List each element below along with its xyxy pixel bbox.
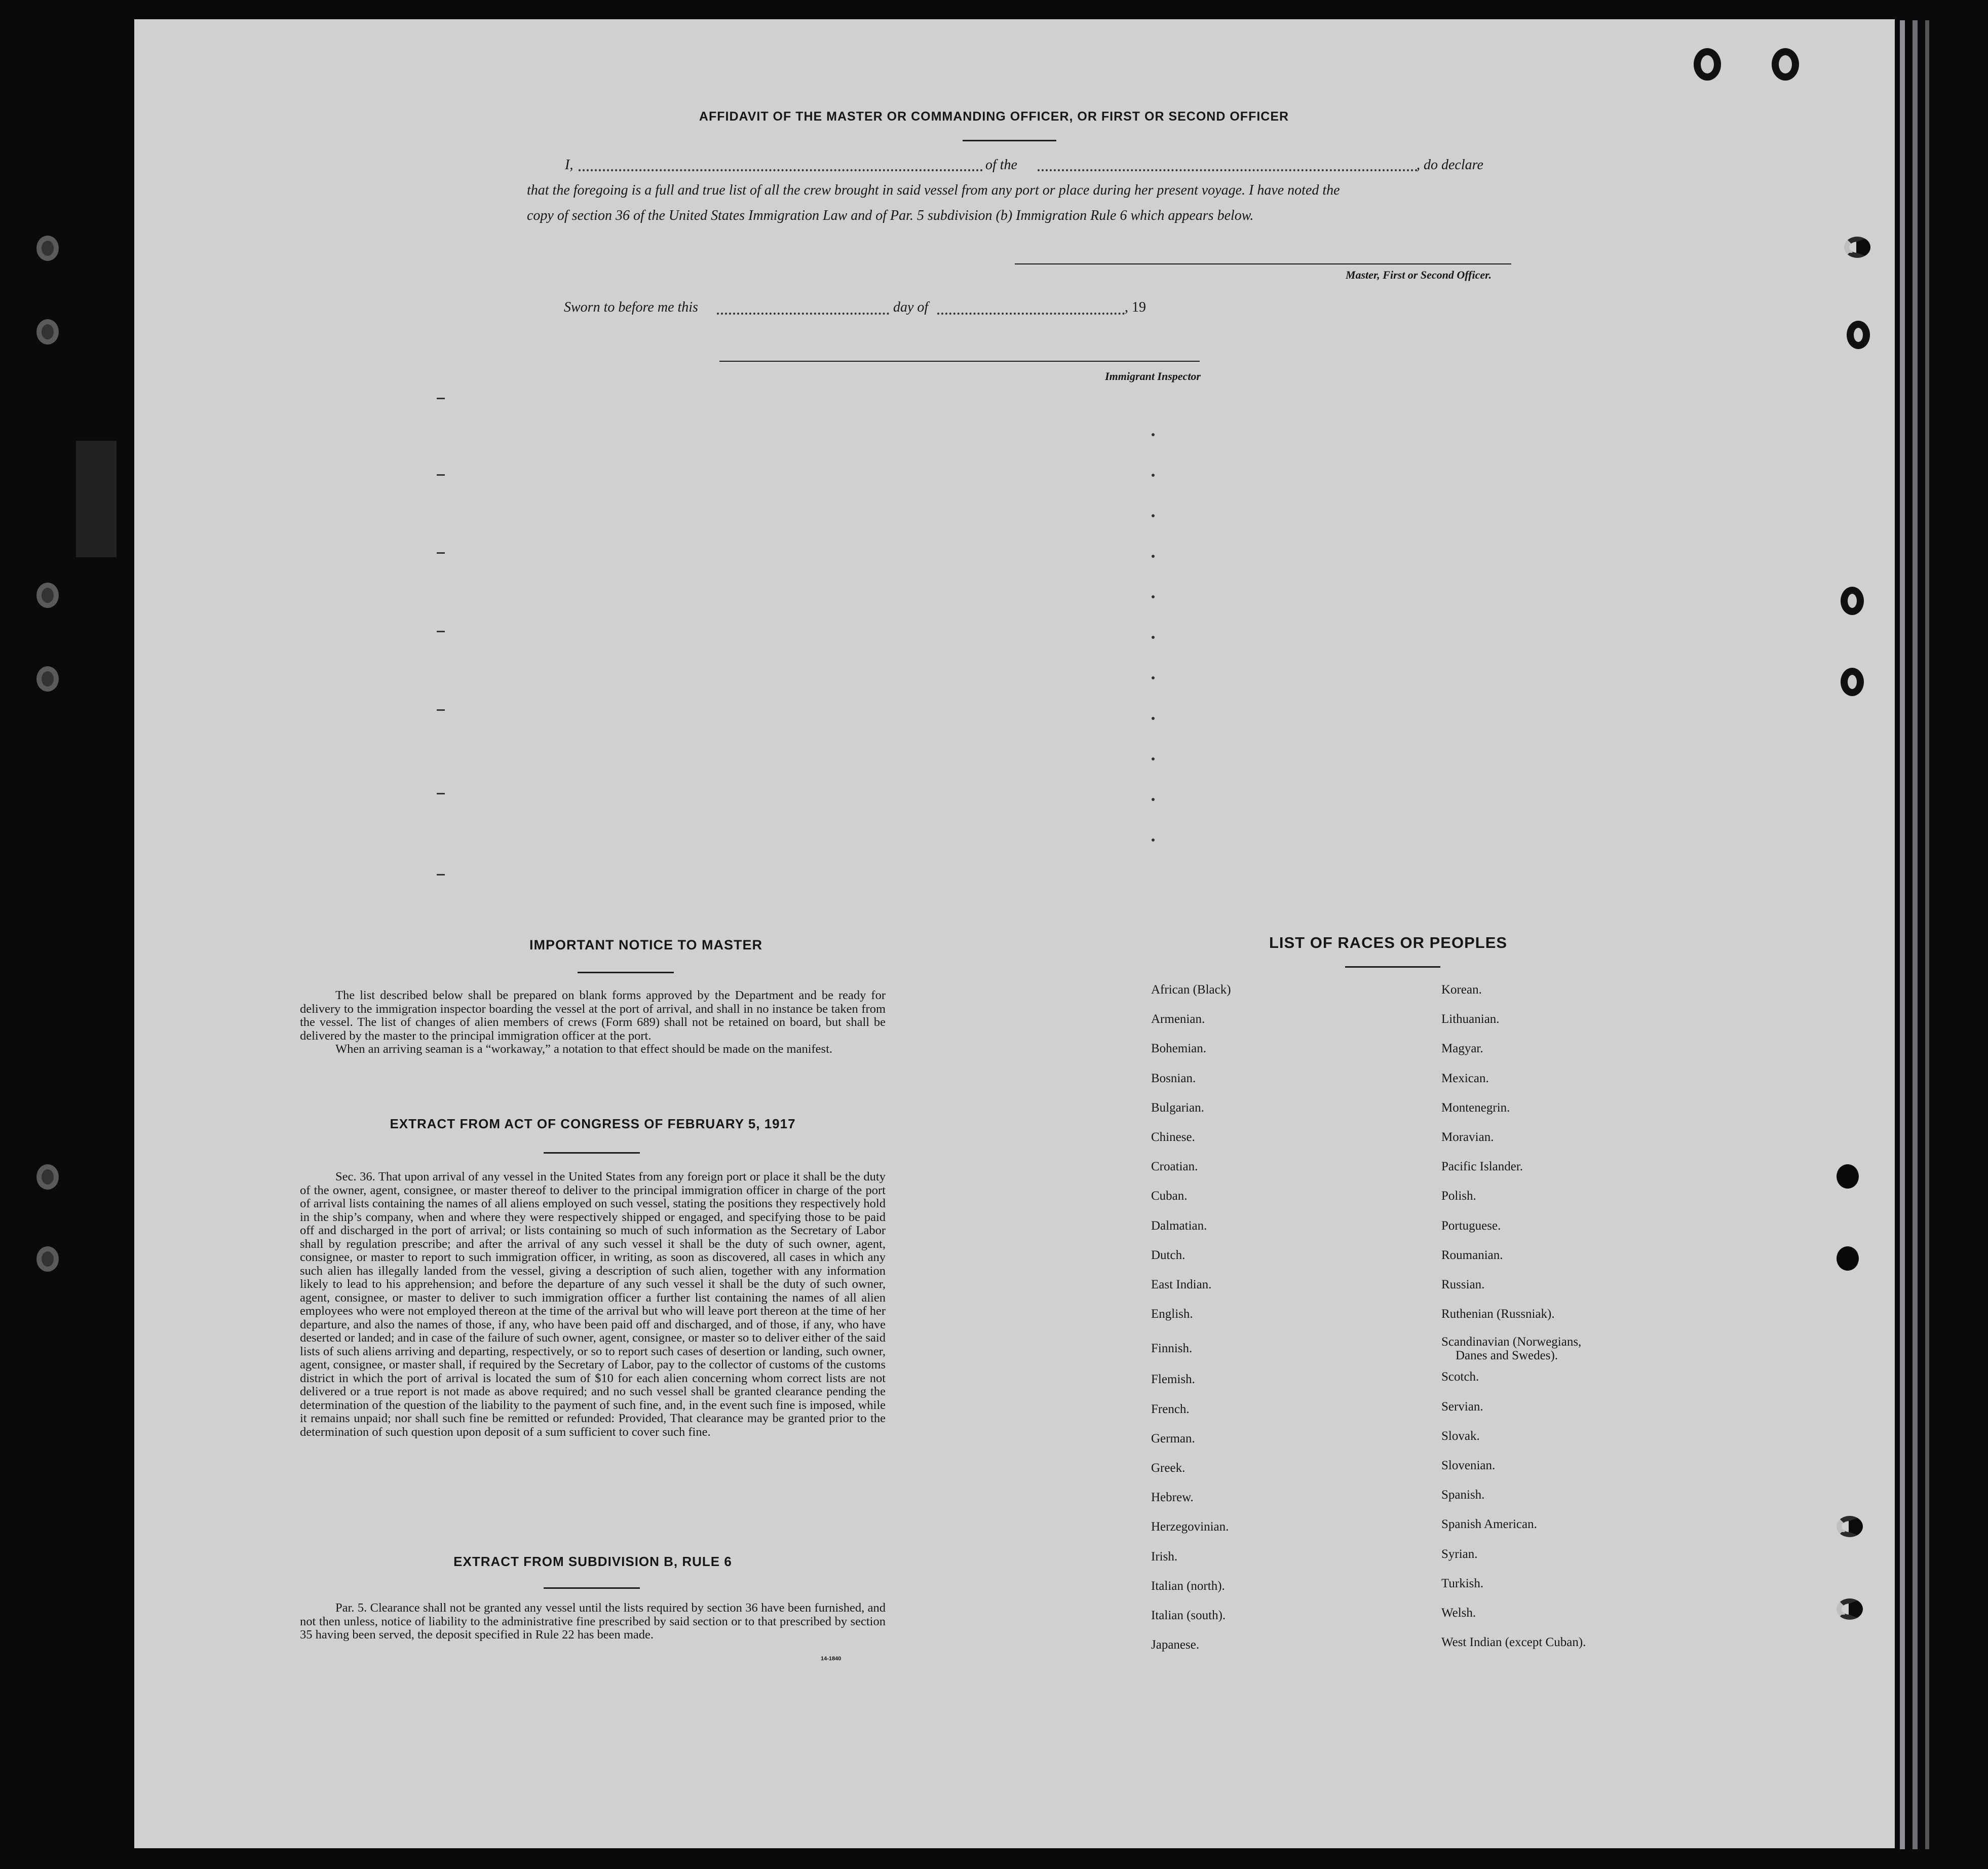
affidavit-title: AFFIDAVIT OF THE MASTER OR COMMANDING OFFICER, OR FIRST OR SECOND OFFICER (699, 109, 1289, 124)
race-item: Slovak. (1441, 1429, 1480, 1443)
divider (578, 972, 674, 973)
binder-hole (1837, 1164, 1859, 1189)
divider (544, 1587, 640, 1589)
do-declare-label: , do declare (1417, 157, 1483, 173)
race-item: Roumanian. (1441, 1248, 1503, 1262)
edge-tab (76, 441, 117, 557)
i-label: I, (565, 157, 574, 173)
race-item: Pacific Islander. (1441, 1160, 1523, 1174)
race-item: West Indian (except Cuban). (1441, 1635, 1586, 1650)
race-item: East Indian. (1151, 1278, 1212, 1292)
race-item: Polish. (1441, 1189, 1476, 1203)
row-dot (1152, 433, 1155, 436)
vessel-field[interactable] (1038, 169, 1418, 171)
officer-signature-line[interactable] (1015, 263, 1511, 264)
race-item: Montenegrin. (1441, 1100, 1510, 1115)
notice-text (300, 989, 886, 1056)
row-dot (1152, 595, 1155, 598)
race-item: Russian. (1441, 1278, 1485, 1292)
row-dot (1152, 798, 1155, 801)
race-item: Spanish American. (1441, 1517, 1537, 1532)
race-item: Scandinavian (Norwegians, Danes and Swedes). (1441, 1329, 1586, 1362)
row-dot (1152, 676, 1155, 679)
race-item: Italian (south). (1151, 1609, 1226, 1623)
rule-extract-title: EXTRACT FROM SUBDIVISION B, RULE 6 (453, 1554, 732, 1569)
binder-hole (1841, 587, 1864, 615)
race-item: Moravian. (1441, 1130, 1494, 1145)
row-dot (1152, 474, 1155, 477)
race-item: Cuban. (1151, 1189, 1188, 1203)
race-item: Flemish. (1151, 1372, 1195, 1387)
races-right-column (1441, 975, 1586, 1657)
sworn-label: Sworn to before me this (564, 299, 698, 315)
binder-hole (1837, 1598, 1863, 1620)
year-label: , 19 (1125, 299, 1146, 315)
day-of-label: day of (893, 299, 929, 315)
race-item: Dutch. (1151, 1248, 1186, 1262)
page-edge (1900, 20, 1905, 1849)
race-item: Finnish. (1151, 1342, 1193, 1356)
binder-hole (1844, 237, 1870, 258)
race-item: Lithuanian. (1441, 1012, 1500, 1026)
race-item: Servian. (1441, 1399, 1483, 1414)
edge-mark (36, 1246, 59, 1272)
race-item: Portuguese. (1441, 1218, 1501, 1233)
form-number: 14-1840 (821, 1656, 842, 1662)
binder-hole (1847, 321, 1870, 349)
row-marker (437, 631, 445, 632)
row-marker (437, 793, 445, 794)
race-item: Bosnian. (1151, 1071, 1196, 1085)
race-item: Syrian. (1441, 1547, 1478, 1561)
race-item: Spanish. (1441, 1488, 1485, 1502)
inspector-label: Immigrant Inspector (1105, 370, 1201, 383)
race-item: Croatian. (1151, 1160, 1198, 1174)
row-dot (1152, 514, 1155, 517)
act-extract-text (300, 1170, 886, 1439)
races-title: LIST OF RACES OR PEOPLES (1269, 934, 1508, 951)
row-dot (1152, 555, 1155, 558)
race-item: English. (1151, 1307, 1193, 1321)
race-item: Turkish. (1441, 1576, 1484, 1590)
race-item: Italian (north). (1151, 1579, 1225, 1593)
page-edge (1925, 20, 1929, 1849)
races-left-column (1151, 975, 1231, 1660)
race-item: Greek. (1151, 1461, 1186, 1475)
race-item: Korean. (1441, 983, 1482, 997)
race-item: Ruthenian (Russniak). (1441, 1307, 1555, 1321)
act-extract-title: EXTRACT FROM ACT OF CONGRESS OF FEBRUARY 5, 1917 (390, 1116, 796, 1131)
race-item: German. (1151, 1431, 1195, 1445)
act-extract-paragraph: Sec. 36. That upon arrival of any vessel in the United States from any foreign port or place it shall be the duty of the owner, agent, consignee, or master thereof to deliver to the principal immigration officer in charge of the port of arrival lists containing the names of all aliens employed on such vessel, stating the positions they respectively hold in the ship’s company, when and where they were respectively shipped or engaged, and specifying those to be paid off and discharged in the port of arrival; or lists containing so much of such information as the Secretary of Labor shall by regulation prescribe; and after the arrival of any such vessel it shall be the duty of such owner, agent, consignee, or master to report to such immigration officer, in writing, as soon as discovered, all cases in which any such alien has illegally landed from the vessel, giving a description of such alien, together with any information likely to lead to his apprehension; and before the departure of any such vessel it shall be the duty of such owner, agent, consignee, or master to deliver to such immigration officer a further list containing the names of all alien employees who were not employed thereon at the time of the arrival but who will leave port thereon at the time of her departure, and also the names of those, if any, who have been paid off and discharged, and of those, if any, who have deserted or landed; and in case of the failure of such owner, agent, consignee, or master so to deliver either of the said lists of such aliens arriving and departing, respectively, or so to report such cases of desertion or landing, such owner, agent, consignee, or master shall, if required by the Secretary of Labor, pay to the collector of customs of the customs district in which the port of arrival is located the sum of $10 for each alien concerning whom correct lists are not delivered or a true report is not made as above required; and no such vessel shall be granted clearance pending the determination of the question of the liability to the payment of such fine, and, in the event such fine is imposed, while it remains unpaid; nor shall such fine be remitted or refunded: Provided, That clearance may be granted prior to the determination of such question upon deposit of a sum sufficient to cover such fine. (300, 1170, 886, 1439)
officer-label: Master, First or Second Officer. (1345, 269, 1492, 281)
edge-mark (36, 1164, 59, 1190)
edge-mark (36, 319, 59, 345)
race-item: Armenian. (1151, 1012, 1205, 1026)
edge-mark (36, 666, 59, 692)
race-item: Irish. (1151, 1549, 1178, 1563)
race-item: Bohemian. (1151, 1042, 1207, 1056)
notice-title: IMPORTANT NOTICE TO MASTER (529, 937, 762, 952)
document-page (134, 19, 1895, 1848)
binder-hole (1694, 48, 1721, 81)
race-item-continued: Danes and Swedes). (1456, 1349, 1558, 1363)
row-dot (1152, 636, 1155, 639)
notice-paragraph: When an arriving seaman is a “workaway,” a notation to that effect should be made on the manifest. (335, 1042, 833, 1056)
binder-hole (1837, 1516, 1863, 1537)
sworn-day-field[interactable] (717, 313, 889, 315)
race-item: Bulgarian. (1151, 1100, 1204, 1115)
race-item: Hebrew. (1151, 1491, 1194, 1505)
binder-hole (1772, 48, 1799, 81)
race-item: Chinese. (1151, 1130, 1195, 1145)
notice-paragraph: The list described below shall be prepared on blank forms approved by the Department and be ready for delivery to the immigration inspector boarding the vessel at the port of arrival, and shall in no instance be taken from the vessel. The list of changes of alien members of crews (Form 689) shall not be retained on board, but shall be delivered by the master to the principal immigration officer at the port. (300, 988, 886, 1043)
row-marker (437, 474, 445, 476)
of-the-label: of the (985, 157, 1017, 173)
row-dot (1152, 838, 1155, 842)
rule-extract-paragraph: Par. 5. Clearance shall not be granted any vessel until the lists required by section 36 have been furnished, and not then unless, notice of liability to the administrative fine prescribed by said section or to that prescribed by section 35 having been served, the deposit specified in Rule 22 has been made. (300, 1601, 886, 1642)
race-item: Magyar. (1441, 1042, 1483, 1056)
row-marker (437, 874, 445, 875)
binder-hole (1841, 668, 1864, 696)
race-item: Welsh. (1441, 1606, 1476, 1620)
race-item: African (Black) (1151, 983, 1231, 997)
row-marker (437, 398, 445, 399)
row-marker (437, 552, 445, 554)
race-item: French. (1151, 1402, 1190, 1416)
race-item: Mexican. (1441, 1071, 1489, 1085)
edge-mark (36, 583, 59, 608)
sworn-month-field[interactable] (937, 313, 1125, 315)
declaration-line: that the foregoing is a full and true list of all the crew brought in said vessel from any port or place during her present voyage. I have noted the (527, 182, 1340, 198)
race-item: Dalmatian. (1151, 1218, 1207, 1233)
race-item: Japanese. (1151, 1638, 1200, 1652)
race-item: Scotch. (1441, 1370, 1479, 1384)
declaration-line: copy of section 36 of the United States Immigration Law and of Par. 5 subdivision (b) Immigration Rule 6 which appears below. (527, 208, 1254, 223)
rule-extract-text (300, 1601, 886, 1642)
name-field[interactable] (579, 169, 983, 171)
binder-hole (1837, 1246, 1859, 1271)
divider (1345, 966, 1440, 968)
divider (963, 140, 1056, 141)
row-dot (1152, 757, 1155, 760)
divider (544, 1152, 640, 1154)
edge-mark (36, 236, 59, 261)
inspector-signature-line[interactable] (719, 361, 1200, 362)
page-edge (1913, 20, 1918, 1849)
race-item: Herzegovinian. (1151, 1520, 1229, 1534)
race-item: Slovenian. (1441, 1459, 1496, 1473)
row-dot (1152, 717, 1155, 720)
row-marker (437, 709, 445, 711)
